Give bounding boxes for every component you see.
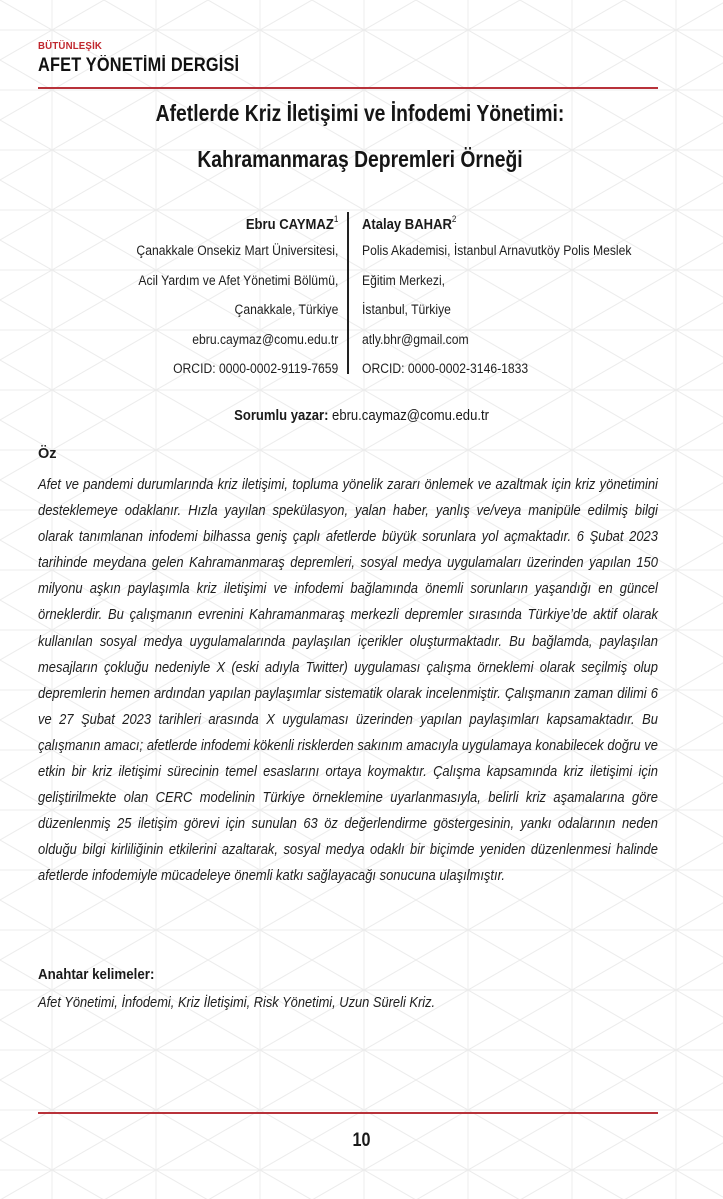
author-2-email[interactable]: atly.bhr@gmail.com <box>362 331 469 347</box>
journal-name: AFET YÖNETİMİ DERGİSİ <box>38 55 240 76</box>
author-2-affiliation-line: İstanbul, Türkiye <box>362 302 451 317</box>
header-rule <box>38 87 658 89</box>
author-2-affiliation-line: Eğitim Merkezi, <box>362 272 446 288</box>
authors-block <box>0 208 723 383</box>
journal-kicker: BÜTÜNLEŞİK <box>38 40 103 52</box>
article-title-line-1: Afetlerde Kriz İletişimi ve İnfodemi Yönetimi: <box>155 100 565 126</box>
author-1-affiliation-line: Çanakkale, Türkiye <box>234 302 338 317</box>
page-number: 10 <box>352 1130 371 1151</box>
author-1 <box>114 208 338 384</box>
corresponding-label: Sorumlu yazar: <box>234 408 329 424</box>
keywords-heading: Anahtar kelimeler: <box>38 967 155 983</box>
author-1-sup: 1 <box>333 214 338 224</box>
author-2-sup: 2 <box>451 214 457 224</box>
author-1-orcid: ORCID: 0000-0002-9119-7659 <box>172 361 338 376</box>
article-title-line-2: Kahramanmaraş Depremleri Örneği <box>197 146 523 172</box>
author-1-affiliation-line: Çanakkale Onsekiz Mart Üniversitesi, <box>136 243 338 258</box>
keywords-text: Afet Yönetimi, İnfodemi, Kriz İletişimi, Risk Yönetimi, Uzun Süreli Kriz. <box>38 995 436 1011</box>
author-2-name: Atalay BAHAR$^2$ <box>362 214 457 233</box>
abstract-text: Afet ve pandemi durumlarında kriz iletişimi, topluma yönelik zararı önlemek ve azaltmak için kriz yönetimini desteklemeye odaklanır. Hızla yayılan spekülasyon, yalan haber, yanlış ve/veya manipüle edilmiş bilgi olarak tanımlanan infodemi bilhassa geniş çaplı afetlerde büyük sorunlara yol açmaktadır. 6 Şubat 2023 tarihinde meydana gelen Kahramanmaraş depremleri, sosyal medya uygulamaları üzerinden yapılan 150 milyonu aşkın paylaşımla kriz iletişimi ve infodemi bağlamında önemli sorunların yaşandığı en güncel örneklerdir. Bu çalışmanın evrenini Kahramanmaraş merkezli depremler sırasında Türkiye’de aktif olarak kullanılan sosyal medya uygulamalarında paylaşılan içerikler oluşturmaktadır. Bu bağlamda, paylaşılan mesajların çokluğu nedeniyle X (eski adıyla Twitter) uygulaması çalışma örneklemi olarak seçilmiş olup depremlerin hemen ardından yapılan paylaşımlar sistematik olarak incelenmiştir. Çalışmanın zaman dilimi 6 ve 27 Şubat 2023 tarihleri arasında X uygulaması üzerinden yapılan paylaşımları kapsamaktadır. Bu çalışmanın amacı; afetlerde infodemi kökenli risklerden sakınım amacıyla uygulamaya konabilecek doğru ve etkin bir kriz iletişimi sürecinin temel esaslarını ortaya koymaktır. Çalışma kapsamında kriz iletişimi için geliştirilmekte olan CERC modelinin Türkiye örneklemine uyarlanmasıyla, belirli kriz aşamalarına göre düzenlenmiş 25 iletişim görevi için sunulan 63 öz değerlendirme göstergesinin, yankı odalarının neden olduğu bilgi kirliliğinin etkilerini azaltarak, sosyal medya odaklı bir biçimde yeniden düzenlenmesi halinde afetlerde infodemiyle mücadeleye önemli katkı sağlayacağı sonucuna ulaşılmıştır. <box>38 477 658 885</box>
author-1-affiliation-line: Acil Yardım ve Afet Yönetimi Bölümü, <box>138 272 338 288</box>
author-2-affiliation-line: Polis Akademisi, İstanbul Arnavutköy Polis Meslek <box>362 243 632 258</box>
author-1-email[interactable]: ebru.caymaz@comu.edu.tr <box>191 331 338 347</box>
author-2 <box>362 208 662 384</box>
corresponding-author <box>0 408 723 424</box>
footer-rule <box>38 1112 658 1114</box>
author-1-name: Ebru CAYMAZ$^1$ <box>245 214 338 233</box>
corresponding-email[interactable]: ebru.caymaz@comu.edu.tr <box>332 408 489 424</box>
author-divider <box>347 212 349 374</box>
abstract-heading: Öz <box>38 446 57 462</box>
author-2-orcid: ORCID: 0000-0002-3146-1833 <box>362 361 529 376</box>
